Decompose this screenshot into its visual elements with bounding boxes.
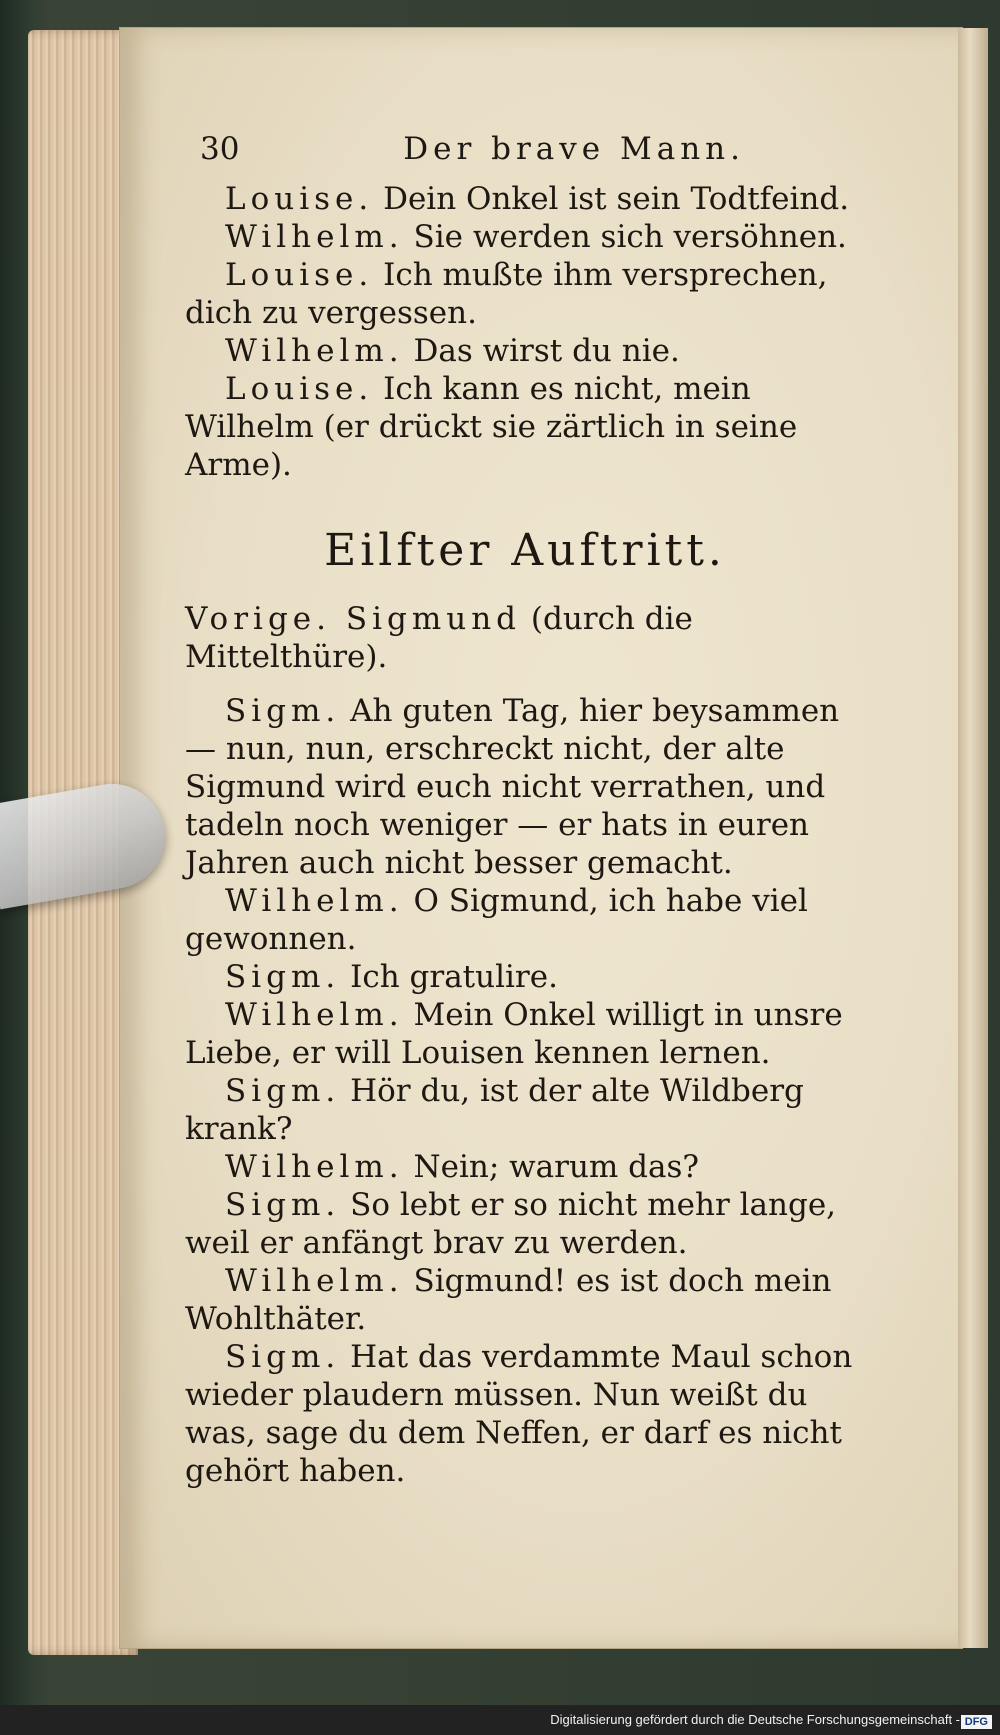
dialogue-line (185, 882, 865, 958)
line-text: O Sigmund, ich habe viel gewonnen. (185, 883, 808, 957)
dialogue-line (185, 958, 865, 996)
dialogue-line (185, 1148, 865, 1186)
dialogue-line (185, 1186, 865, 1262)
digitization-credit: Digitalisierung gefördert durch die Deutsche Forschungsgemeinschaft - (550, 1712, 960, 1727)
speaker: Wilhelm. (225, 1149, 404, 1185)
page-number: 30 (200, 131, 240, 167)
stage-speakers: Vorige. Sigmund (185, 601, 522, 637)
dialogue-line (185, 218, 865, 256)
line-text: So lebt er so nicht mehr lange, weil er anfängt brav zu werden. (185, 1187, 837, 1261)
stage-direction (185, 600, 865, 676)
line-text: Ich kann es nicht, mein Wilhelm (er drückt sie zärtlich in seine Arme). (185, 371, 798, 483)
speaker: Louise. (225, 181, 374, 217)
page-header (185, 130, 865, 168)
line-text: Das wirst du nie. (413, 333, 680, 369)
line-text: Hör du, ist der alte Wildberg krank? (185, 1073, 804, 1147)
speaker: Louise. (225, 257, 374, 293)
speaker: Wilhelm. (225, 333, 404, 369)
line-text: Dein Onkel ist sein Todtfeind. (383, 181, 850, 217)
line-text: Ah guten Tag, hier beysammen — nun, nun, erschreckt nicht, der alte Sigmund wird euch nicht verrathen, und tadeln noch weniger — er hats in euren Jahren auch nicht besser gemacht. (185, 693, 840, 881)
dialogue-line (185, 1262, 865, 1338)
speaker: Wilhelm. (225, 219, 404, 255)
dialogue-line (185, 370, 865, 484)
dialogue-line (185, 332, 865, 370)
stage-direction-text: (durch die Mittelthüre). (185, 601, 693, 675)
line-text: Sigmund! es ist doch mein Wohlthäter. (185, 1263, 832, 1337)
speaker: Sigm. (225, 1187, 341, 1223)
line-text: Sie werden sich versöhnen. (413, 219, 847, 255)
running-title: Der brave Mann. (403, 131, 745, 167)
line-text: Hat das verdammte Maul schon wieder plaudern müssen. Nun weißt du was, sage du dem Neffen, er darf es nicht gehört haben. (185, 1339, 853, 1489)
speaker: Sigm. (225, 1073, 341, 1109)
speaker: Wilhelm. (225, 1263, 404, 1299)
speaker: Wilhelm. (225, 997, 404, 1033)
page-right-edge (958, 28, 988, 1648)
line-text: Ich mußte ihm versprechen, dich zu vergessen. (185, 257, 828, 331)
dialogue-line (185, 996, 865, 1072)
speaker: Louise. (225, 371, 374, 407)
line-text: Ich gratulire. (350, 959, 558, 995)
page-text (185, 130, 865, 1490)
line-text: Nein; warum das? (413, 1149, 700, 1185)
dialogue-line (185, 1338, 865, 1490)
dfg-logo: DFG (961, 1715, 992, 1729)
dialogue-line (185, 692, 865, 882)
scene-title: Eilfter Auftritt. (324, 525, 726, 576)
speaker: Sigm. (225, 959, 341, 995)
speaker: Sigm. (225, 693, 341, 729)
speaker: Sigm. (225, 1339, 341, 1375)
dialogue-line (185, 256, 865, 332)
dialogue-line (185, 1072, 865, 1148)
dialogue-line (185, 180, 865, 218)
line-text: Mein Onkel willigt in unsre Liebe, er will Louisen kennen lernen. (185, 997, 843, 1071)
speaker: Wilhelm. (225, 883, 404, 919)
